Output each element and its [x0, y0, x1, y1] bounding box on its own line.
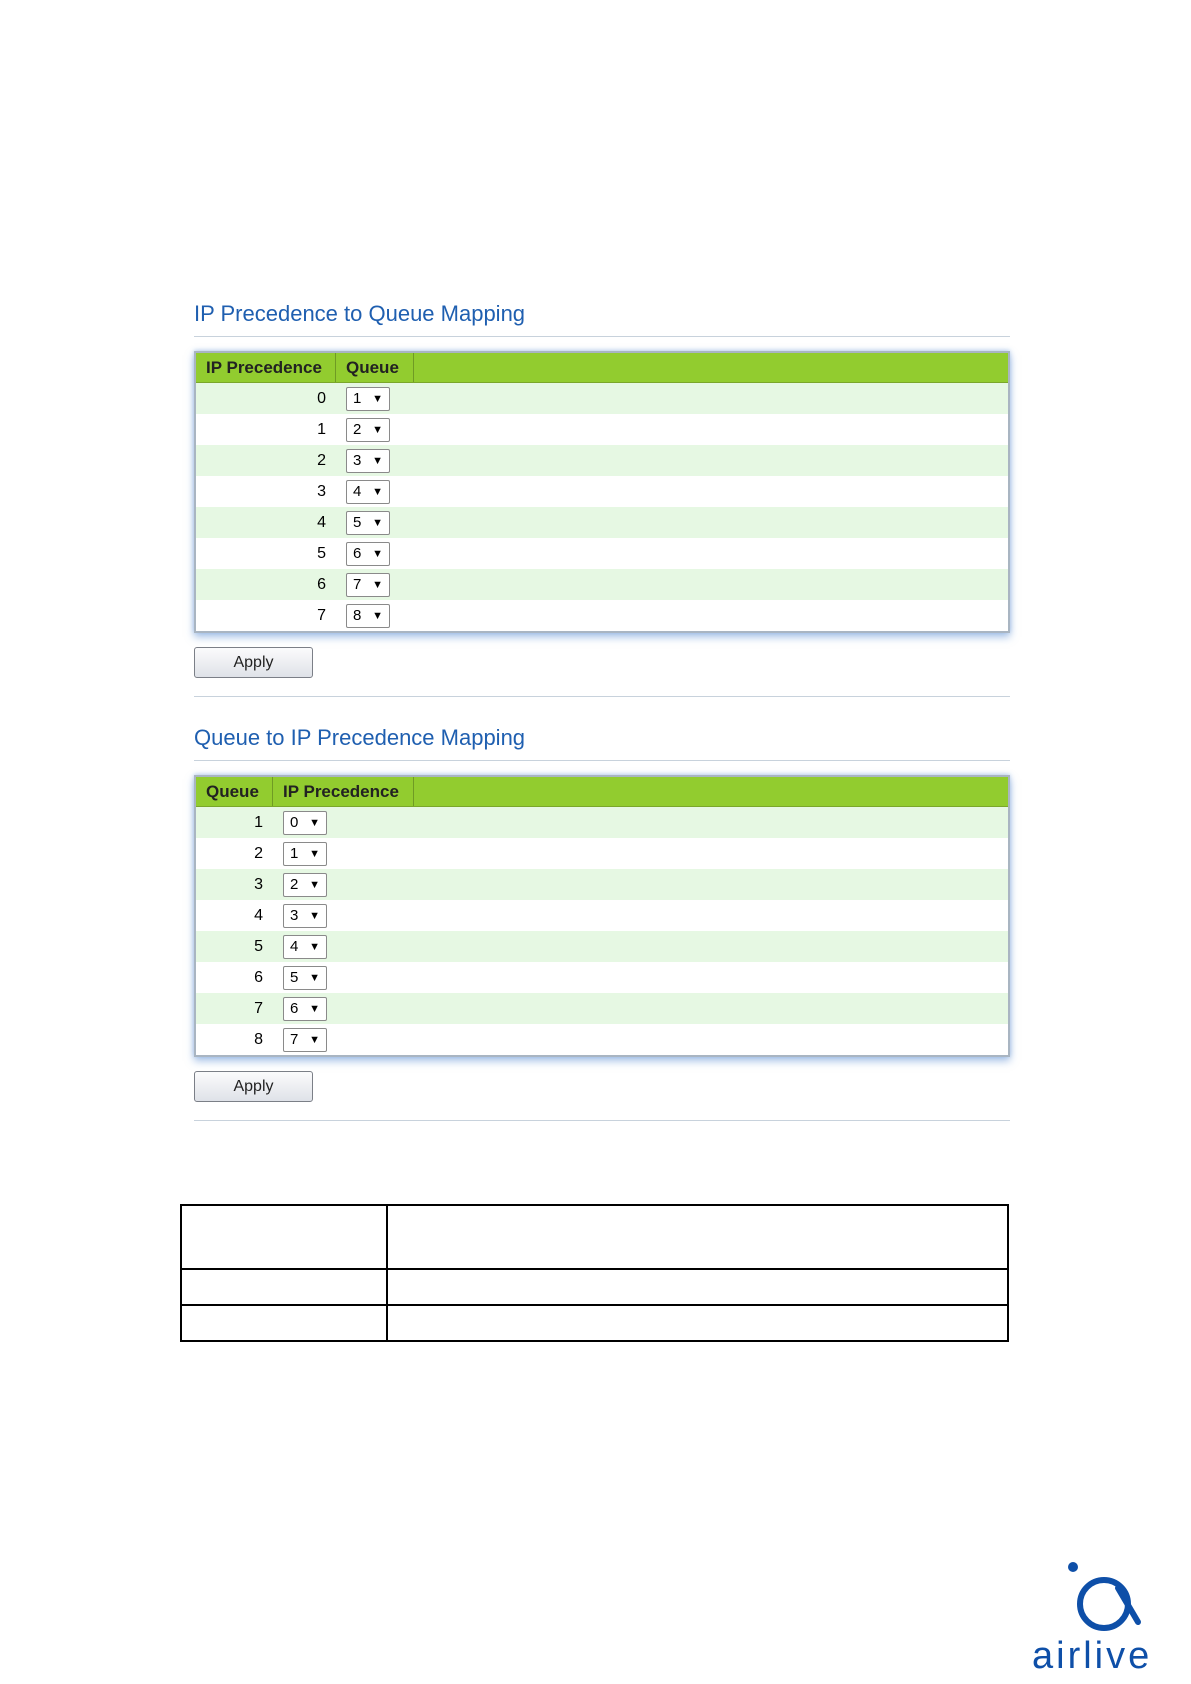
- table-row: [196, 414, 1008, 445]
- select-value: 3: [290, 907, 299, 924]
- dropdown-arrow-icon: ▼: [372, 454, 383, 467]
- mapping-select[interactable]: [283, 873, 327, 897]
- table-row: [196, 538, 1008, 569]
- divider: [194, 1120, 1010, 1121]
- select-value: 8: [353, 607, 362, 624]
- row-key: 6: [317, 575, 326, 593]
- apply-button[interactable]: Apply: [194, 1071, 313, 1102]
- airlive-logo: [1030, 1558, 1180, 1676]
- table-row: [196, 900, 1008, 931]
- mapping-select[interactable]: [346, 542, 390, 566]
- select-value: 0: [290, 814, 299, 831]
- row-key: 3: [317, 482, 326, 500]
- divider: [194, 696, 1010, 697]
- column-header-queue: Queue: [196, 777, 273, 806]
- row-key: 7: [254, 999, 263, 1017]
- select-cell: [336, 449, 390, 473]
- row-key: 4: [254, 906, 263, 924]
- table-body: [196, 807, 1008, 1055]
- row-key: 5: [317, 544, 326, 562]
- row-key: 7: [317, 606, 326, 624]
- select-cell: [273, 904, 327, 928]
- select-cell: [336, 511, 390, 535]
- dropdown-arrow-icon: ▼: [309, 878, 320, 891]
- dropdown-arrow-icon: ▼: [372, 547, 383, 560]
- table-header: [196, 777, 1008, 807]
- select-value: 6: [290, 1000, 299, 1017]
- select-cell: [273, 966, 327, 990]
- table-row: [196, 962, 1008, 993]
- column-header-queue: Queue: [336, 353, 414, 382]
- mapping-select[interactable]: [346, 604, 390, 628]
- row-key: 5: [254, 937, 263, 955]
- row-key: 2: [254, 844, 263, 862]
- select-cell: [336, 573, 390, 597]
- table-row: [196, 600, 1008, 631]
- select-value: 2: [353, 421, 362, 438]
- table-row: [196, 931, 1008, 962]
- mapping-select[interactable]: [283, 1028, 327, 1052]
- select-cell: [273, 1028, 327, 1052]
- select-cell: [273, 997, 327, 1021]
- table-body: [196, 383, 1008, 631]
- dropdown-arrow-icon: ▼: [372, 578, 383, 591]
- select-value: 3: [353, 452, 362, 469]
- table-row: [196, 869, 1008, 900]
- select-value: 2: [290, 876, 299, 893]
- table-cell: [387, 1205, 1008, 1269]
- select-cell: [273, 873, 327, 897]
- logo-text: airlive: [1032, 1635, 1153, 1676]
- table-row: [196, 993, 1008, 1024]
- table-row: [196, 807, 1008, 838]
- dropdown-arrow-icon: ▼: [309, 909, 320, 922]
- table-row: [196, 1024, 1008, 1055]
- column-header-ip-precedence: IP Precedence: [273, 777, 414, 806]
- select-value: 7: [290, 1031, 299, 1048]
- table-row: [196, 445, 1008, 476]
- select-cell: [273, 842, 327, 866]
- row-key: 1: [254, 813, 263, 831]
- table-cell: [181, 1205, 387, 1269]
- column-header-ip-precedence: IP Precedence: [196, 353, 336, 382]
- ip-precedence-to-queue-section: [194, 300, 1010, 697]
- mapping-select[interactable]: [346, 573, 390, 597]
- mapping-select[interactable]: [283, 811, 327, 835]
- select-cell: [336, 387, 390, 411]
- table-cell: [181, 1305, 387, 1341]
- dropdown-arrow-icon: ▼: [372, 392, 383, 405]
- select-value: 6: [353, 545, 362, 562]
- row-key: 4: [317, 513, 326, 531]
- mapping-select[interactable]: [283, 935, 327, 959]
- divider: [194, 336, 1010, 337]
- dropdown-arrow-icon: ▼: [309, 847, 320, 860]
- mapping-select[interactable]: [346, 511, 390, 535]
- select-value: 4: [353, 483, 362, 500]
- mapping-table: [194, 775, 1010, 1057]
- mapping-select[interactable]: [346, 418, 390, 442]
- table-cell: [181, 1269, 387, 1305]
- table-cell: [387, 1305, 1008, 1341]
- divider: [194, 760, 1010, 761]
- mapping-select[interactable]: [346, 480, 390, 504]
- table-row: [196, 569, 1008, 600]
- apply-button[interactable]: Apply: [194, 647, 313, 678]
- row-key: 3: [254, 875, 263, 893]
- row-key: 2: [317, 451, 326, 469]
- queue-to-ip-precedence-section: [194, 724, 1010, 1121]
- table-row: [196, 507, 1008, 538]
- section-title: Queue to IP Precedence Mapping: [194, 725, 526, 750]
- mapping-table: [194, 351, 1010, 633]
- dropdown-arrow-icon: ▼: [309, 940, 320, 953]
- row-key: 6: [254, 968, 263, 986]
- mapping-select[interactable]: [283, 842, 327, 866]
- mapping-select[interactable]: [283, 904, 327, 928]
- select-value: 5: [353, 514, 362, 531]
- select-value: 5: [290, 969, 299, 986]
- table-row: [196, 838, 1008, 869]
- row-key: 8: [254, 1030, 263, 1048]
- mapping-select[interactable]: [346, 387, 390, 411]
- mapping-select[interactable]: [283, 966, 327, 990]
- row-key: 0: [317, 389, 326, 407]
- dropdown-arrow-icon: ▼: [309, 971, 320, 984]
- table-header: [196, 353, 1008, 383]
- dropdown-arrow-icon: ▼: [372, 609, 383, 622]
- select-cell: [273, 935, 327, 959]
- table-cell: [387, 1269, 1008, 1305]
- dropdown-arrow-icon: ▼: [372, 423, 383, 436]
- select-cell: [336, 604, 390, 628]
- description-table: [180, 1204, 1009, 1342]
- dropdown-arrow-icon: ▼: [309, 1033, 320, 1046]
- select-cell: [336, 480, 390, 504]
- row-key: 1: [317, 420, 326, 438]
- select-value: 1: [353, 390, 362, 407]
- table-row: [196, 383, 1008, 414]
- section-title: IP Precedence to Queue Mapping: [194, 301, 526, 326]
- dropdown-arrow-icon: ▼: [309, 816, 320, 829]
- table-row: [196, 476, 1008, 507]
- select-cell: [273, 811, 327, 835]
- select-cell: [336, 542, 390, 566]
- dropdown-arrow-icon: ▼: [372, 485, 383, 498]
- select-value: 7: [353, 576, 362, 593]
- mapping-select[interactable]: [283, 997, 327, 1021]
- select-value: 4: [290, 938, 299, 955]
- select-value: 1: [290, 845, 299, 862]
- select-cell: [336, 418, 390, 442]
- mapping-select[interactable]: [346, 449, 390, 473]
- dropdown-arrow-icon: ▼: [372, 516, 383, 529]
- dropdown-arrow-icon: ▼: [309, 1002, 320, 1015]
